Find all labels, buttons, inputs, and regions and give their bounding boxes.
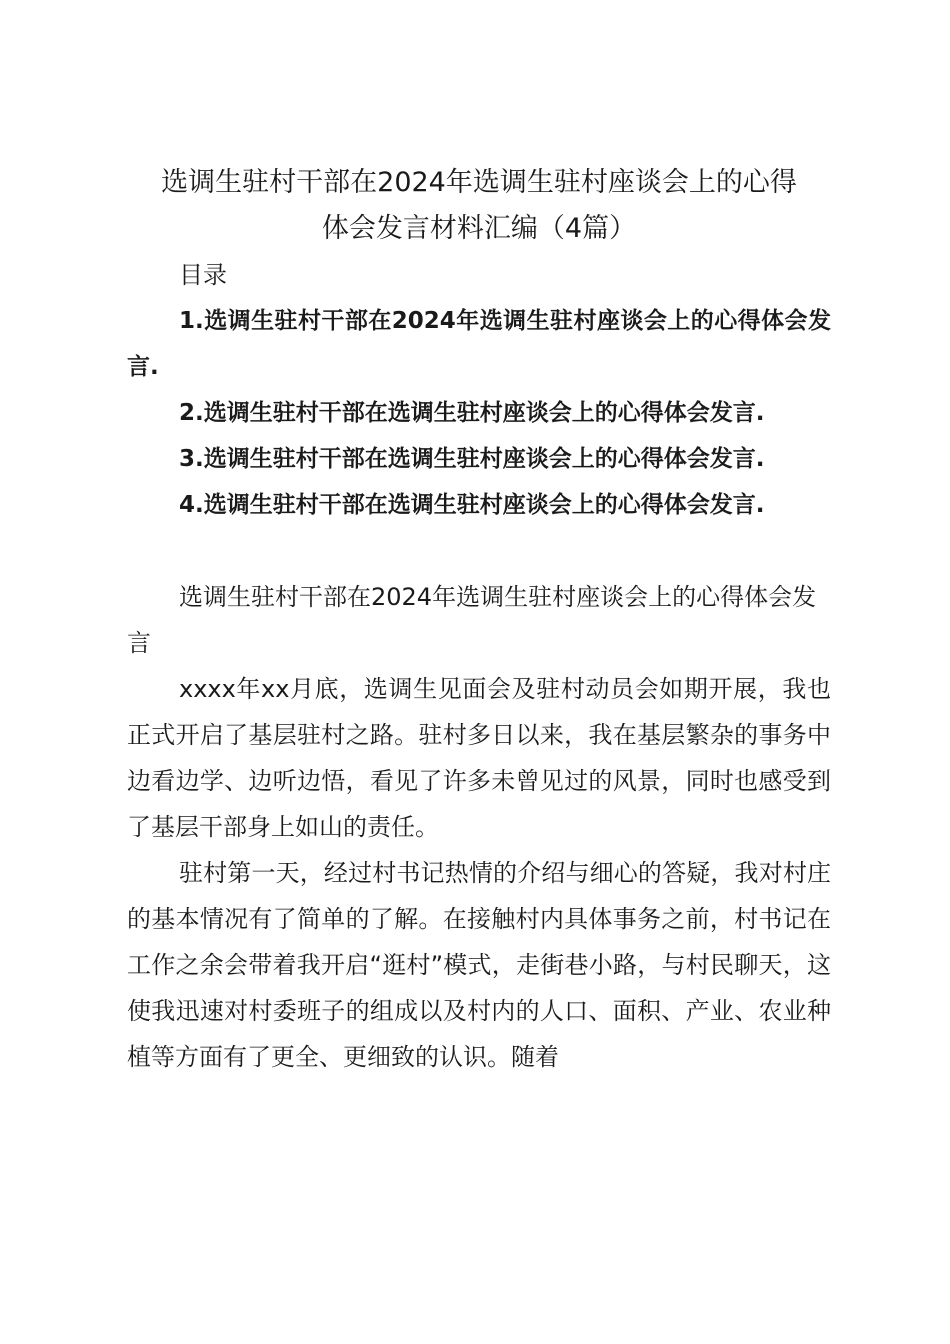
table-of-contents [127,298,831,528]
paragraph-1: xxxx年xx月底，选调生见面会及驻村动员会如期开展，我也正式开启了基层驻村之路。驻村多日以来，我在基层繁杂的事务中边看边学、边听边悟，看见了许多未曾见过的风景，同时也感受到了基层干部身上如山的责任。 [127,675,831,841]
toc-item-1[interactable]: 1.选调生驻村干部在2024年选调生驻村座谈会上的心得体会发言. [127,308,831,380]
paragraph-2: 驻村第一天，经过村书记热情的介绍与细心的答疑，我对村庄的基本情况有了简单的了解。在接触村内具体事务之前，村书记在工作之余会带着我开启“逛村”模式，走街巷小路，与村民聊天，这使我迅速对村委班子的组成以及村内的人口、面积、产业、农业种植等方面有了更全、更细致的认识。随着 [127,859,831,1071]
toc-item-4[interactable]: 4.选调生驻村干部在选调生驻村座谈会上的心得体会发言. [179,492,765,518]
document-page [127,160,831,1080]
document-title-line-1: 选调生驻村干部在2024年选调生驻村座谈会上的心得 [161,167,797,198]
toc-item-3[interactable]: 3.选调生驻村干部在选调生驻村座谈会上的心得体会发言. [179,446,765,472]
article-heading: 选调生驻村干部在2024年选调生驻村座谈会上的心得体会发言 [127,583,817,657]
toc-item-2[interactable]: 2.选调生驻村干部在选调生驻村座谈会上的心得体会发言. [179,400,765,426]
section-spacer [127,528,831,574]
toc-label: 目录 [179,261,227,289]
document-title-line-2: 体会发言材料汇编（4篇） [321,213,637,244]
